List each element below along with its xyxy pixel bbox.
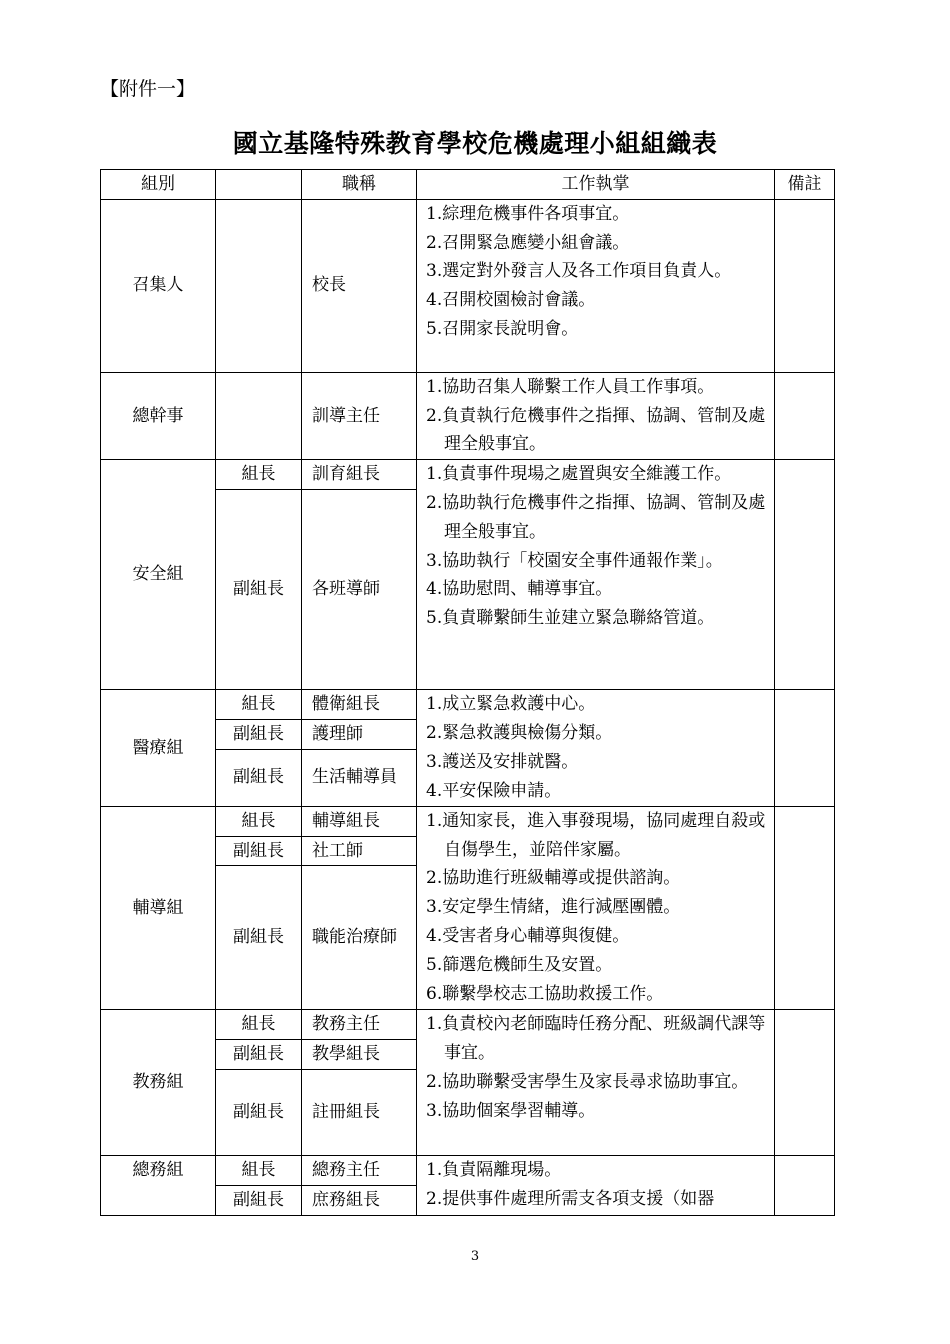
member-role: 副組長 (216, 749, 302, 806)
duty-item: 3.護送及安排就醫。 (426, 751, 579, 772)
member-role: 副組長 (216, 719, 302, 749)
page-title: 國立基隆特殊教育學校危機處理小組組織表 (232, 129, 718, 158)
duty-item: 3.協助執行「校園安全事件通報作業」。 (426, 550, 723, 571)
duty-item: 5.負責聯繫師生並建立緊急聯絡管道。 (426, 608, 715, 629)
duty-item: 5.召開家長說明會。 (426, 318, 579, 339)
duty-item: 5.篩選危機師生及安置。 (426, 954, 613, 975)
group-name: 召集人 (101, 199, 216, 372)
duties-cell (417, 806, 775, 1010)
table-row (101, 460, 835, 490)
duties-cell (417, 372, 775, 459)
remarks-cell (775, 690, 835, 807)
group-name: 輔導組 (101, 806, 216, 1010)
remarks-cell (775, 806, 835, 1010)
member-title: 輔導組長 (302, 806, 417, 836)
duty-item: 2.召開緊急應變小組會議。 (426, 232, 630, 253)
member-title: 總務主任 (302, 1155, 417, 1185)
header-title: 職稱 (302, 170, 417, 200)
duty-item: 1.負責隔離現場。 (426, 1159, 562, 1180)
duty-item: 2.緊急救護與檢傷分類。 (426, 722, 613, 743)
table-row (101, 1155, 835, 1185)
header-duties: 工作執掌 (417, 170, 775, 200)
duty-item: 1.協助召集人聯繫工作人員工作事項。 (426, 376, 715, 397)
group-name: 教務組 (101, 1010, 216, 1156)
group-name: 醫療組 (101, 690, 216, 807)
table-row (101, 690, 835, 720)
table-row (101, 372, 835, 459)
member-role: 副組長 (216, 1185, 302, 1215)
member-title: 護理師 (302, 719, 417, 749)
duty-item: 2.協助進行班級輔導或提供諮詢。 (426, 868, 681, 889)
duty-item: 1.綜理危機事件各項事宜。 (426, 203, 630, 224)
table-row (101, 806, 835, 836)
member-title: 訓導主任 (302, 372, 417, 459)
member-role: 組長 (216, 1010, 302, 1040)
duty-item: 1.通知家長，進入事發現場，協同處理自殺或自傷學生，並陪伴家屬。 (426, 810, 766, 860)
member-role: 組長 (216, 460, 302, 490)
duty-item: 2.協助聯繫受害學生及家長尋求協助事宜。 (426, 1071, 749, 1092)
table-row (101, 199, 835, 372)
member-role: 組長 (216, 1155, 302, 1185)
duty-item: 3.選定對外發言人及各工作項目負責人。 (426, 261, 732, 282)
duties-cell (417, 690, 775, 807)
duty-item: 1.負責校內老師臨時任務分配、班級調代課等事宜。 (426, 1014, 766, 1064)
group-name: 總幹事 (101, 372, 216, 459)
member-role: 副組長 (216, 490, 302, 690)
remarks-cell (775, 372, 835, 459)
duty-item: 1.負責事件現場之處置與安全維護工作。 (426, 464, 732, 485)
duty-item: 4.平安保險申請。 (426, 780, 562, 801)
member-title: 教務主任 (302, 1010, 417, 1040)
member-role (216, 372, 302, 459)
duties-cell (417, 1155, 775, 1215)
header-remarks: 備註 (775, 170, 835, 200)
duty-item: 6.聯繫學校志工協助救援工作。 (426, 983, 664, 1004)
duty-item: 2.提供事件處理所需支各項支援（如器 (426, 1188, 715, 1209)
attachment-label: 【附件一】 (100, 78, 196, 100)
duties-cell (417, 199, 775, 372)
duty-item: 2.協助執行危機事件之指揮、協調、管制及處理全般事宜。 (426, 492, 766, 542)
header-group: 組別 (101, 170, 216, 200)
member-title: 庶務組長 (302, 1185, 417, 1215)
member-role: 副組長 (216, 836, 302, 866)
member-role (216, 199, 302, 372)
member-role: 副組長 (216, 866, 302, 1010)
member-title: 校長 (302, 199, 417, 372)
table-header-row (101, 170, 835, 200)
group-name: 安全組 (101, 460, 216, 690)
page-number: 3 (470, 1249, 480, 1264)
duty-item: 4.受害者身心輔導與復健。 (426, 925, 630, 946)
duty-item: 2.負責執行危機事件之指揮、協調、管制及處理全般事宜。 (426, 405, 766, 455)
member-title: 職能治療師 (302, 866, 417, 1010)
duties-cell (417, 460, 775, 690)
duties-cell (417, 1010, 775, 1156)
remarks-cell (775, 1010, 835, 1156)
duty-item: 4.協助慰問、輔導事宜。 (426, 579, 613, 600)
remarks-cell (775, 460, 835, 690)
member-title: 體衛組長 (302, 690, 417, 720)
duty-item: 4.召開校園檢討會議。 (426, 290, 596, 311)
member-title: 各班導師 (302, 490, 417, 690)
group-name: 總務組 (101, 1155, 216, 1215)
member-title: 訓育組長 (302, 460, 417, 490)
remarks-cell (775, 1155, 835, 1215)
member-role: 組長 (216, 806, 302, 836)
member-title: 註冊組長 (302, 1069, 417, 1155)
duty-item: 3.安定學生情緒，進行減壓團體。 (426, 897, 681, 918)
member-title: 教學組長 (302, 1040, 417, 1070)
member-role: 副組長 (216, 1069, 302, 1155)
duty-item: 1.成立緊急救護中心。 (426, 694, 596, 715)
member-role: 副組長 (216, 1040, 302, 1070)
table-row (101, 1010, 835, 1040)
member-title: 社工師 (302, 836, 417, 866)
remarks-cell (775, 199, 835, 372)
member-role: 組長 (216, 690, 302, 720)
duty-item: 3.協助個案學習輔導。 (426, 1100, 596, 1121)
organization-table (100, 169, 835, 1216)
header-blank (216, 170, 302, 200)
member-title: 生活輔導員 (302, 749, 417, 806)
